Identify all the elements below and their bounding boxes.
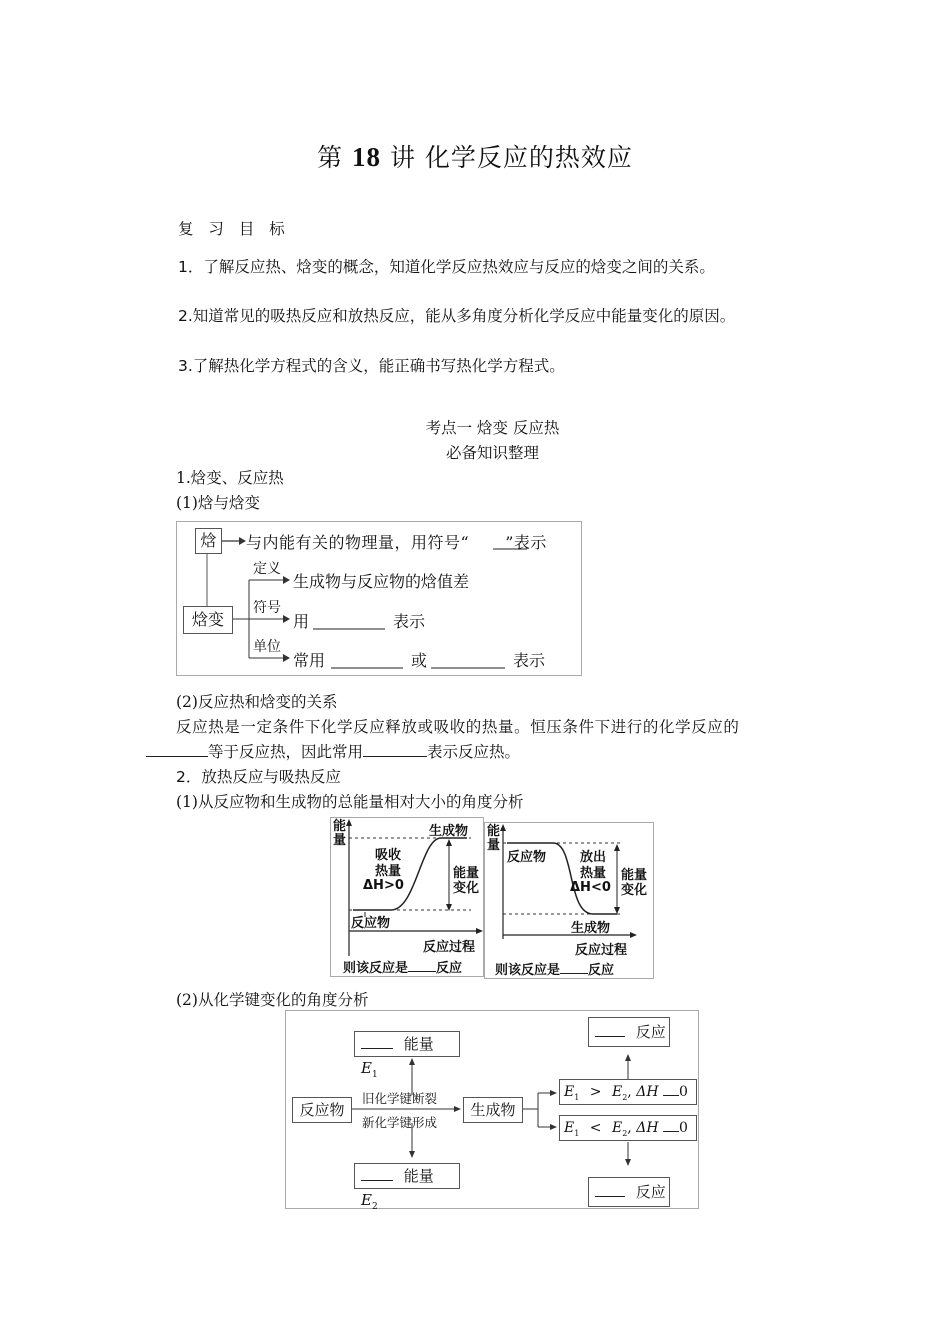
right-change-2: 变化	[621, 883, 648, 898]
left-bottom-label: 反应物	[351, 916, 391, 931]
right-y-axis-label: 能量	[487, 824, 501, 853]
page-title: 第 18 讲 化学反应的热效应	[317, 142, 633, 172]
left-absorb-1: 吸收	[375, 848, 402, 863]
definition-text: 生成物与反应物的焓值差	[293, 572, 470, 591]
part1-sub2: (2)反应热和焓变的关系	[176, 693, 338, 711]
unit-label: 单位	[253, 639, 281, 655]
part2-heading: 2．放热反应与吸热反应	[176, 768, 341, 786]
comparison-lt-box: $E_1 < E_2$, ΔH 0	[559, 1115, 697, 1141]
enthalpy-diagram	[176, 521, 582, 676]
left-absorb-2: 热量	[375, 864, 402, 879]
left-x-axis-label: 反应过程	[423, 940, 476, 955]
symbol-post: 表示	[393, 612, 426, 631]
part2-sub1: (1)从反应物和生成物的总能量相对大小的角度分析	[176, 793, 524, 811]
left-top-label: 生成物	[429, 824, 469, 839]
right-release-1: 放出	[580, 850, 607, 865]
symbol-pre: 用	[293, 612, 310, 631]
reactant-box: 反应物	[292, 1097, 352, 1123]
review-heading: 复 习 目 标	[178, 220, 290, 238]
unit-post: 表示	[513, 651, 546, 670]
part1-heading: 1.焓变、反应热	[176, 469, 284, 487]
reaction-bottom-box: 反应	[588, 1177, 670, 1207]
right-top-label: 反应物	[507, 850, 547, 865]
right-release-2: 热量	[580, 866, 607, 881]
symbol-label: 符号	[253, 600, 281, 616]
enthalpy-desc: 与内能有关的物理量，用符号“ ”表示	[246, 533, 547, 552]
left-change-1: 能量	[453, 866, 480, 881]
unit-pre: 常用	[293, 651, 326, 670]
review-item-2: 2.知道常见的吸热反应和放热反应，能从多角度分析化学反应中能量变化的原因。	[178, 307, 736, 325]
enthalpy-change-box: 焓变	[183, 606, 233, 634]
relation-paragraph-line2: 等于反应热，因此常用 表示反应热。	[146, 740, 520, 762]
reaction-top-box: 反应	[588, 1017, 670, 1047]
section-title: 考点一 焓变 反应热	[425, 419, 560, 437]
right-x-axis-label: 反应过程	[575, 943, 628, 958]
left-delta-h: ΔH>0	[363, 878, 404, 893]
energy-e1-box: 能量 $E_1$	[354, 1031, 460, 1057]
left-caption: 则该反应是 反应	[343, 961, 463, 976]
comparison-gt-box: $E_1 > E_2$, ΔH 0	[559, 1079, 697, 1105]
part1-sub1: (1)焓与焓变	[176, 494, 260, 512]
left-y-axis-label: 能量	[333, 819, 347, 848]
bond-form-label: 新化学键形成	[362, 1115, 438, 1130]
left-change-2: 变化	[453, 881, 480, 896]
review-item-3: 3.了解热化学方程式的含义，能正确书写热化学方程式。	[178, 357, 565, 375]
exothermic-chart	[484, 822, 654, 979]
part2-sub2: (2)从化学键变化的角度分析	[176, 991, 369, 1009]
endothermic-chart	[330, 817, 484, 977]
right-change-1: 能量	[621, 868, 648, 883]
energy-e2-box: 能量 $E_2$	[354, 1163, 460, 1189]
bond-energy-diagram	[285, 1010, 699, 1212]
right-bottom-label: 生成物	[571, 921, 611, 936]
section-subtitle: 必备知识整理	[445, 444, 539, 462]
enthalpy-box: 焓	[195, 528, 222, 554]
review-item-1: 1．了解反应热、焓变的概念，知道化学反应热效应与反应的焓变之间的关系。	[178, 258, 715, 276]
right-caption: 则该反应是 反应	[495, 963, 615, 978]
unit-mid: 或	[411, 651, 428, 670]
right-delta-h: ΔH<0	[570, 880, 611, 895]
bond-break-label: 旧化学键断裂	[362, 1091, 438, 1106]
relation-paragraph-line1: 反应热是一定条件下化学反应释放或吸收的热量。恒压条件下进行的化学反应的	[176, 718, 740, 736]
product-box: 生成物	[463, 1097, 523, 1123]
definition-label: 定义	[253, 561, 281, 577]
